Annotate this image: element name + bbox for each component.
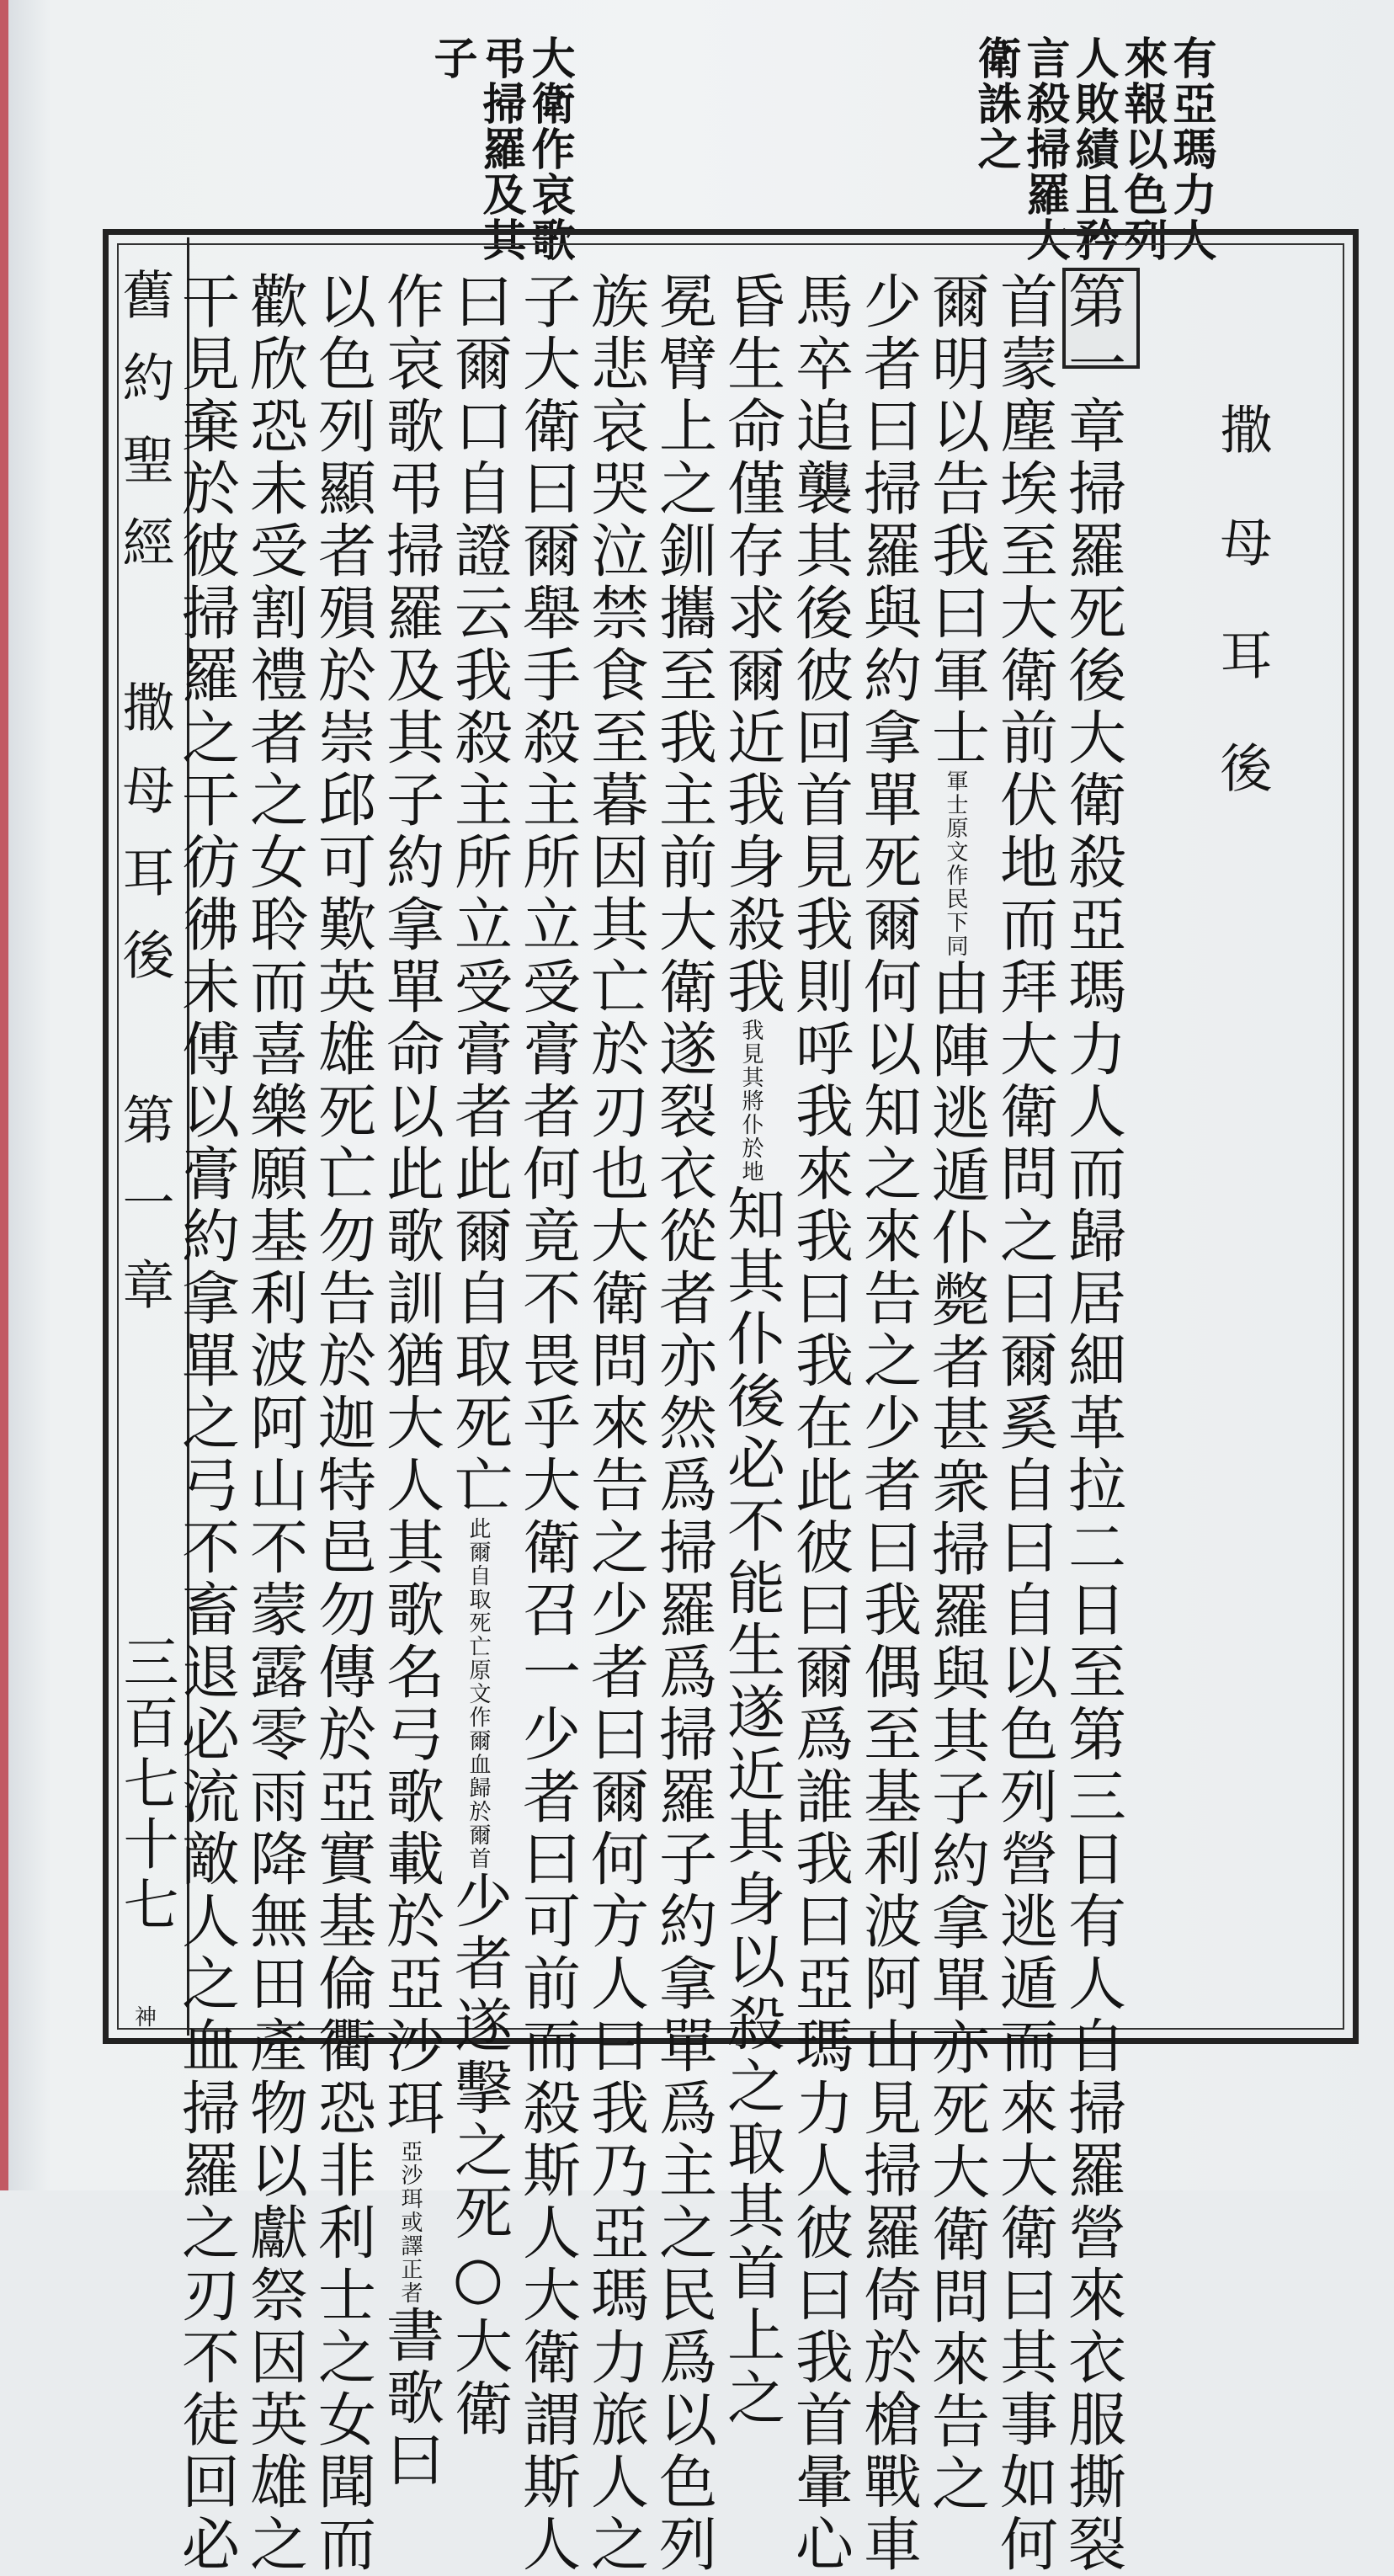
page-number: 三百七十七 xyxy=(114,1633,178,1936)
interlinear-note: 我見其將仆於地 xyxy=(738,1019,764,1184)
section-title: 撒母耳後 xyxy=(1211,402,1273,854)
margin-note-line: 有亞瑪力人 xyxy=(1165,35,1216,263)
body-column xyxy=(854,271,921,2576)
publisher-mark: 神 xyxy=(135,2005,157,2030)
body-text-run: 作哀歌弔掃羅及其子約拿單命以此歌訓猶大人其歌名弓歌載於亞沙珥 xyxy=(376,271,444,2140)
page-edge xyxy=(0,0,8,2190)
body-column xyxy=(581,271,648,2576)
body-text-run: 由陣逃遁仆斃者甚衆掃羅與其子約拿單亦死大衛問來告之 xyxy=(922,958,989,2515)
margin-note-line: 弔掃羅及其 xyxy=(475,35,526,263)
margin-note-line: 子 xyxy=(426,35,477,81)
body-text-run: 冕臂上之釧攜至我主前大衛遂裂衣從者亦然爲掃羅爲掃羅子約拿單爲主之民爲以色列 xyxy=(649,271,716,2576)
interlinear-note: 此爾自取死亡原文作爾血歸於爾首 xyxy=(466,1517,491,1871)
body-text-run: 曰爾口自證云我殺主所立受膏者此爾自取死亡 xyxy=(444,271,512,1517)
body-text-run: 以色列顯者殞於崇邱可歎英雄死亡勿告於迦特邑勿傳於亞實基倫衢恐非利士之女聞而 xyxy=(308,271,375,2576)
body-text-run: 族悲哀哭泣禁食至暮因其亡於刃也大衛問來告之少者曰爾何方人曰我乃亞瑪力旅人之 xyxy=(581,271,648,2576)
body-column xyxy=(513,271,580,2576)
body-text-run: 爾明以告我曰軍士 xyxy=(922,271,989,769)
running-foot: 舊約聖經 撒母耳後 第一章 xyxy=(114,268,175,1340)
body-text-run: 子大衛曰爾舉手殺主所立受膏者何竟不畏乎大衛召一少者曰可前而殺斯人大衛謂斯人 xyxy=(513,271,580,2576)
body-column xyxy=(717,271,785,2430)
body-column xyxy=(308,271,375,2576)
body-text-run: 知其仆後必不能生遂近其身以殺之取其首上之 xyxy=(717,1184,785,2430)
body-text-run: 干見棄於彼掃羅之干彷彿未傅以膏約拿單之弓不畜退必流敵人之血掃羅之刃不徒回必 xyxy=(172,271,239,2576)
body-text-run: 少者曰掃羅與約拿單死爾何以知之來告之少者曰我偶至基利波阿山見掃羅倚於槍戰車 xyxy=(854,271,921,2576)
body-text-run: 少者遂擊之死○大衛 xyxy=(444,1871,512,2440)
interlinear-note: 軍士原文作民下同 xyxy=(943,769,968,958)
margin-note-line: 言殺掃羅大 xyxy=(1019,35,1070,263)
body-text-run: 歡欣恐未受割禮者之女聆而喜樂願基利波阿山不蒙露零雨降無田產物以獻祭因英雄之 xyxy=(240,271,307,2576)
interlinear-note: 亞沙珥或譯正者 xyxy=(397,2140,423,2305)
body-column xyxy=(172,271,239,2576)
body-column xyxy=(785,271,853,2576)
body-column xyxy=(1058,271,1125,2576)
margin-note-line: 人敗績且矜 xyxy=(1067,35,1119,263)
body-text-run: 昏生命僅存求爾近我身殺我 xyxy=(717,271,785,1019)
body-column xyxy=(444,271,512,2440)
body-column xyxy=(649,271,716,2576)
body-text-run: 書歌曰 xyxy=(376,2305,444,2492)
body-text-run: 第一章掃羅死後大衛殺亞瑪力人而歸居細革拉二日至第三日有人自掃羅營來衣服撕裂 xyxy=(1058,271,1125,2576)
body-text-run: 首蒙塵埃至大衛前伏地而拜大衛問之曰爾奚自曰自以色列營逃遁而來大衛曰其事如何 xyxy=(990,271,1057,2576)
margin-note-line: 衛誅之 xyxy=(970,35,1021,172)
body-column xyxy=(990,271,1057,2576)
body-text-run: 馬卒追襲其後彼回首見我則呼我來我曰我在此彼曰爾爲誰我曰亞瑪力人彼曰我首暈心 xyxy=(785,271,853,2576)
body-column xyxy=(922,271,989,2515)
margin-note-line: 來報以色列 xyxy=(1116,35,1168,263)
margin-note-line: 大衛作哀歌 xyxy=(524,35,575,263)
body-column xyxy=(376,271,444,2492)
body-column xyxy=(240,271,307,2576)
